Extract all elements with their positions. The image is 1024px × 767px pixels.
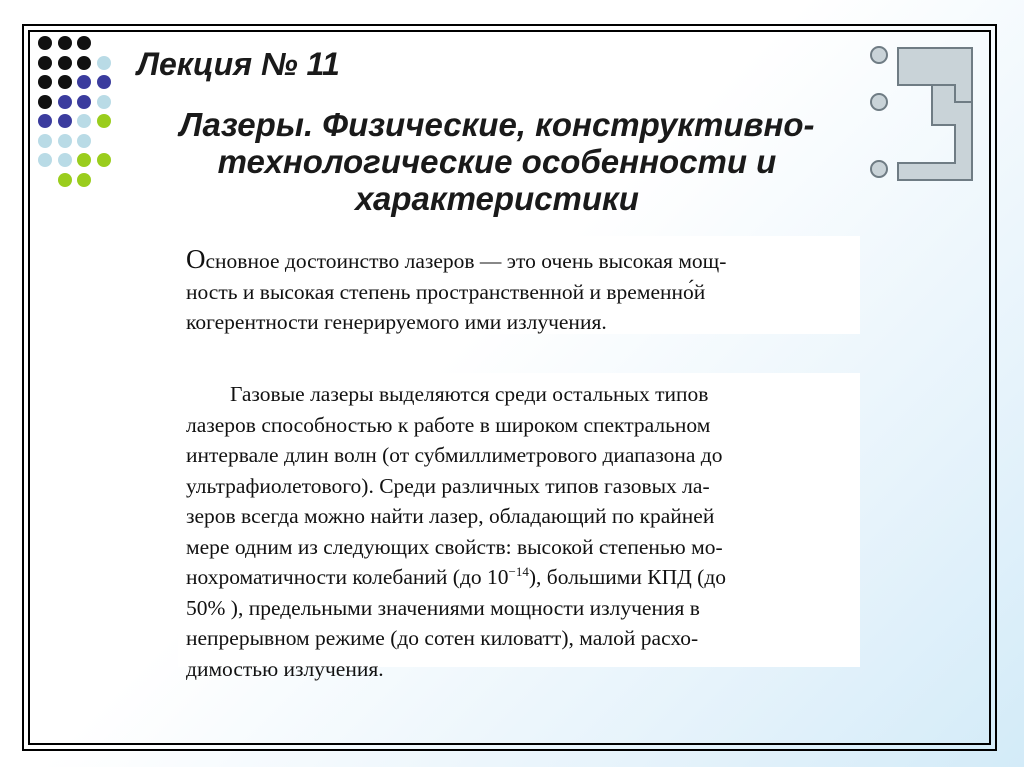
exponent: −14 bbox=[508, 563, 529, 579]
decorative-dot bbox=[38, 75, 52, 89]
paragraph-line: когерентности генерируемого ими излучения. bbox=[186, 310, 607, 334]
decorative-dot bbox=[77, 95, 91, 109]
paragraph-line bbox=[186, 244, 852, 277]
decorative-dot bbox=[77, 153, 91, 167]
paragraph-line: ультрафиолетового). Среди различных типов газовых ла- bbox=[186, 473, 710, 498]
decorative-dot bbox=[97, 56, 111, 70]
decorative-dot bbox=[97, 75, 111, 89]
decorative-dot bbox=[77, 56, 91, 70]
topic-title-line: характеристики bbox=[355, 180, 639, 217]
paragraph-line: мере одним из следующих свойств: высокой степенью мо- bbox=[186, 534, 723, 559]
decorative-dot bbox=[77, 75, 91, 89]
decorative-dot bbox=[77, 134, 91, 148]
drop-letter: О bbox=[186, 244, 206, 274]
paragraph-line-text: сновное достоинство лазеров — это очень высокая мощ- bbox=[205, 249, 727, 273]
paragraph-line: непрерывном режиме (до сотен киловатт), малой расхо- bbox=[186, 626, 699, 650]
paragraph-line: лазеров способностью к работе в широком спектральном bbox=[186, 412, 711, 437]
decorative-dot bbox=[38, 36, 52, 50]
lecture-topic-title bbox=[137, 106, 857, 217]
decorative-dot bbox=[58, 56, 72, 70]
decorative-dot bbox=[38, 114, 52, 128]
decorative-dot bbox=[38, 134, 52, 148]
decorative-dot bbox=[97, 153, 111, 167]
decorative-dot bbox=[58, 36, 72, 50]
decorative-dot bbox=[38, 95, 52, 109]
decorative-dot bbox=[58, 95, 72, 109]
decorative-dot bbox=[77, 173, 91, 187]
laser-advantage-paragraph bbox=[178, 236, 860, 334]
paragraph-line: 50% ), предельными значениями мощности излучения в bbox=[186, 595, 700, 620]
topic-title-line: технологические особенности и bbox=[217, 143, 777, 180]
dot-pattern-decoration bbox=[38, 36, 138, 186]
gas-lasers-paragraph bbox=[178, 373, 860, 681]
decorative-dot bbox=[58, 173, 72, 187]
decorative-dot bbox=[77, 36, 91, 50]
decorative-dot bbox=[97, 95, 111, 109]
paragraph-line: интервале длин волн (от субмиллиметрового диапазона до bbox=[186, 443, 723, 467]
line-text: ), большими КПД (до bbox=[528, 565, 727, 589]
paragraph-line: зеров всегда можно найти лазер, обладающий по крайней bbox=[186, 504, 715, 528]
decorative-dot bbox=[77, 114, 91, 128]
decorative-dot bbox=[58, 153, 72, 167]
paragraph-line: ность и высокая степень пространственной и временно́й bbox=[186, 279, 706, 304]
decorative-dot bbox=[58, 114, 72, 128]
paragraph-line bbox=[186, 562, 852, 593]
bracket-decoration-icon bbox=[862, 40, 982, 190]
line-text: нохроматичности колебаний (до 10 bbox=[186, 565, 509, 589]
paragraph-line: димостью излучения. bbox=[186, 656, 384, 681]
decorative-dot bbox=[38, 56, 52, 70]
topic-title-line: Лазеры. Физические, конструктивно- bbox=[179, 106, 815, 143]
decorative-dot bbox=[58, 75, 72, 89]
decorative-dot bbox=[38, 153, 52, 167]
decorative-dot bbox=[97, 114, 111, 128]
decorative-dot bbox=[58, 134, 72, 148]
paragraph-line: Газовые лазеры выделяются среди остальных типов bbox=[230, 382, 709, 406]
lecture-number-title: Лекция № 11 bbox=[137, 46, 340, 82]
